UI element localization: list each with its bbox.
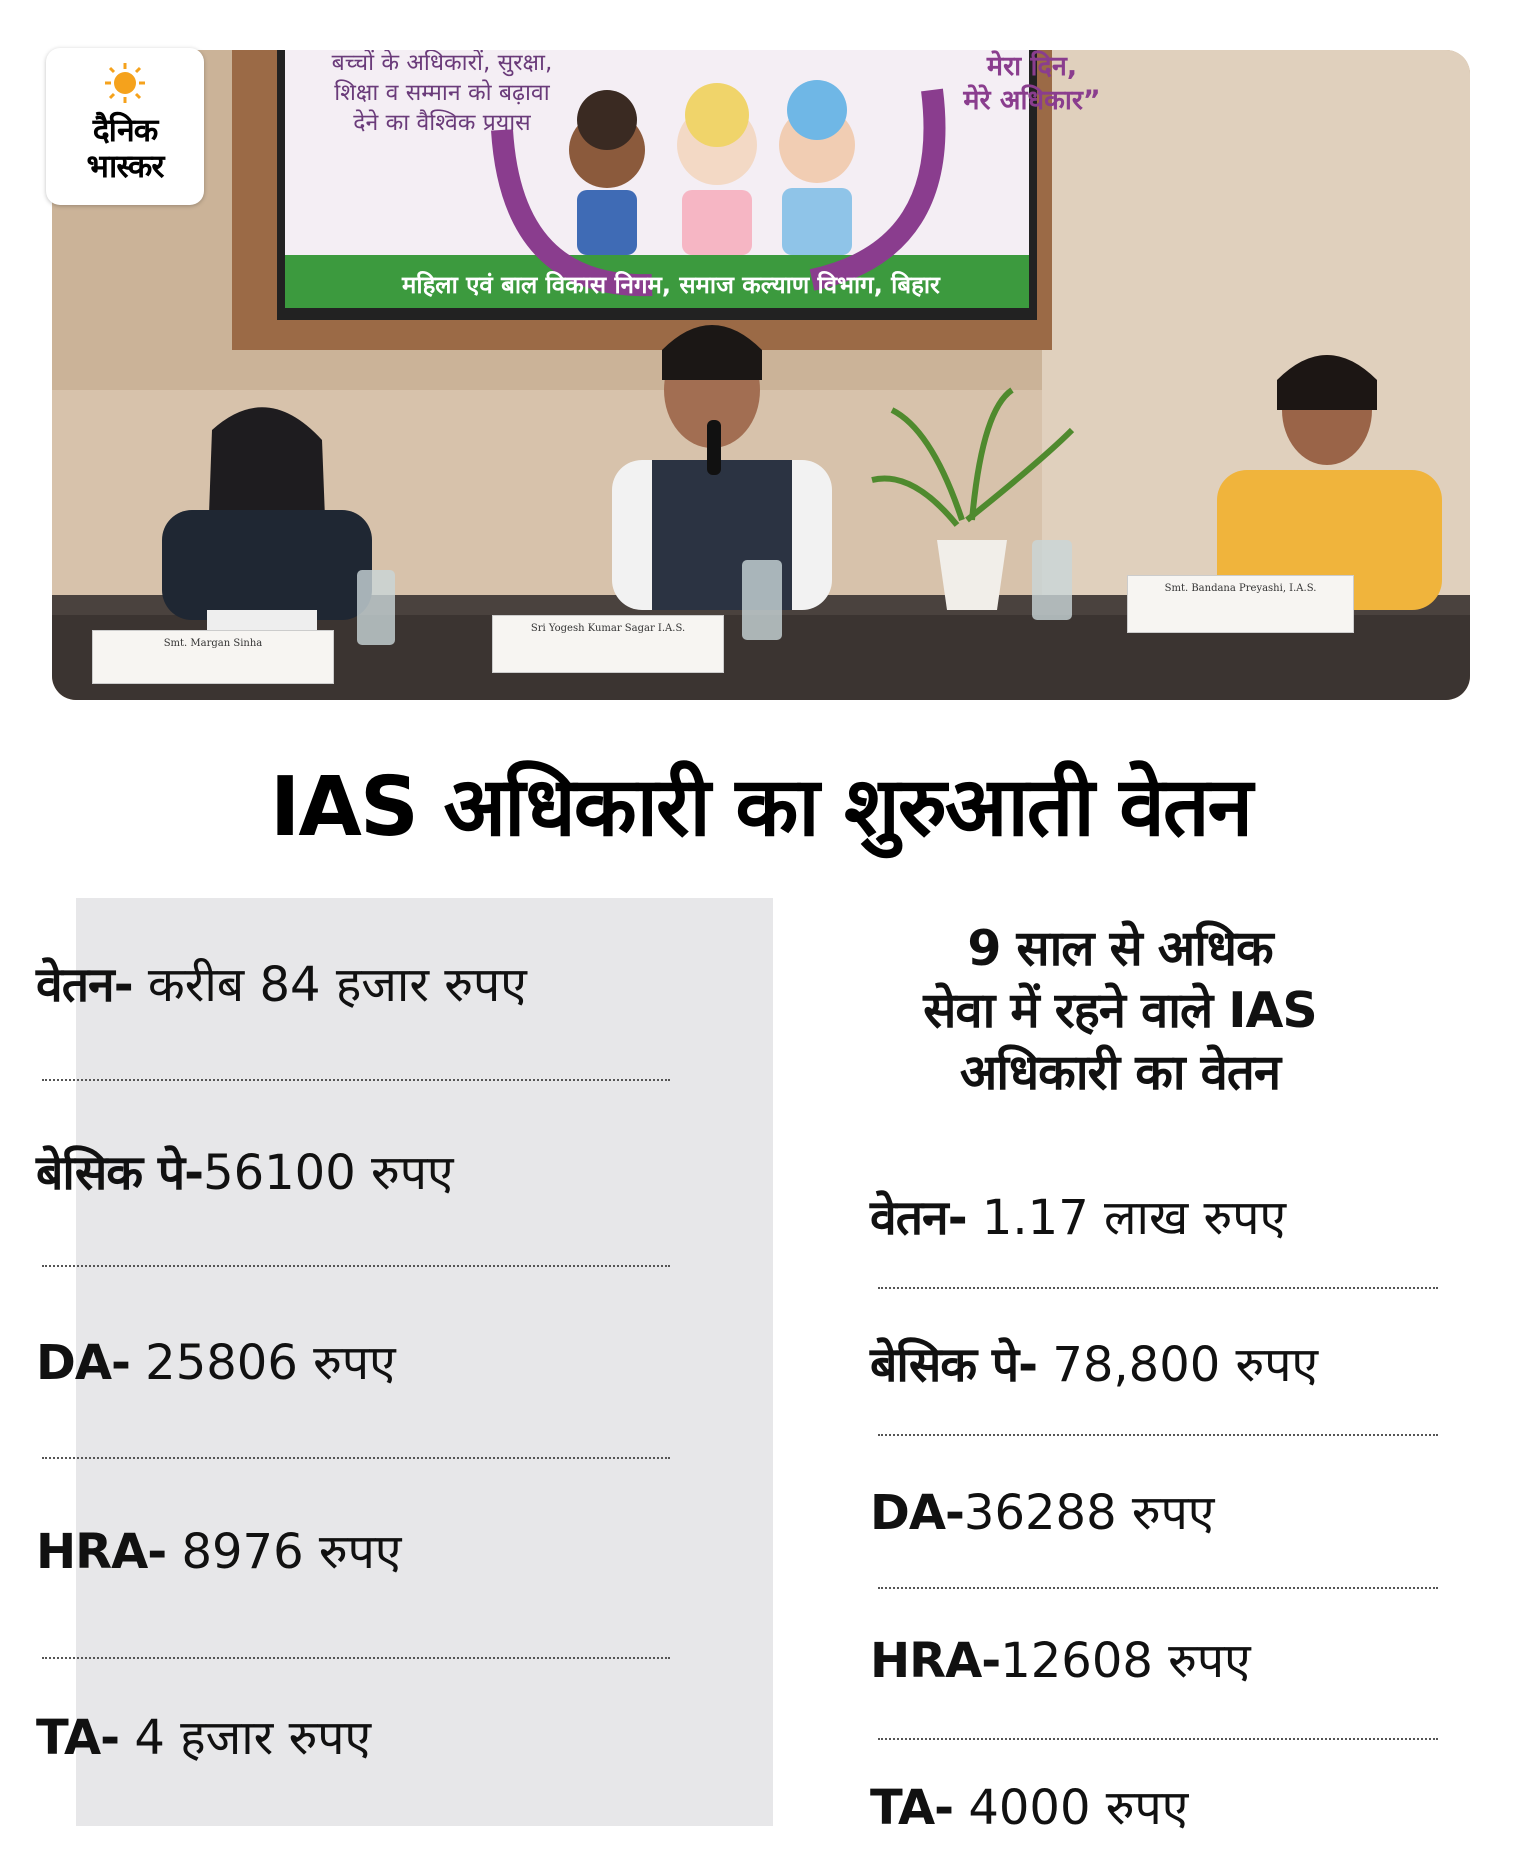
- left-row-salary: [36, 955, 527, 1015]
- heading-line: सेवा में रहने वाले IAS: [923, 982, 1317, 1039]
- logo-line-1: दैनिक: [92, 111, 158, 149]
- row-value: 1.17 लाख रुपए: [966, 1190, 1287, 1246]
- dainik-bhaskar-logo: [46, 48, 204, 205]
- row-value: करीब 84 हजार रुपए: [132, 957, 527, 1013]
- left-row-hra: [36, 1522, 401, 1582]
- banner-left-text: [312, 50, 572, 138]
- right-row-da: [870, 1483, 1214, 1543]
- row-label: वेतन-: [36, 957, 133, 1013]
- left-row-ta: [36, 1708, 371, 1768]
- banner-right-line: मेरे अधिकार”: [963, 85, 1101, 116]
- row-label: बेसिक पे-: [36, 1145, 204, 1201]
- banner-left-line: बच्चों के अधिकारों, सुरक्षा,: [331, 50, 553, 76]
- banner-strip-text: महिला एवं बाल विकास निगम, समाज कल्याण विभाग, बिहार: [402, 271, 940, 299]
- senior-salary-heading: [830, 918, 1410, 1104]
- divider: [878, 1434, 1438, 1436]
- row-label: DA-: [36, 1335, 130, 1391]
- divider: [42, 1657, 670, 1659]
- nameplate-center: Sri Yogesh Kumar Sagar I.A.S.: [492, 615, 724, 673]
- left-row-basic-pay: [36, 1143, 454, 1203]
- row-label: TA-: [36, 1710, 120, 1766]
- row-value: 12608 रुपए: [1000, 1633, 1251, 1689]
- sun-icon: [104, 62, 146, 104]
- right-row-salary: [870, 1188, 1286, 1248]
- banner-left-line: देने का वैश्विक प्रयास: [353, 110, 531, 136]
- nameplate-left: Smt. Margan Sinha: [92, 630, 334, 684]
- divider: [42, 1079, 670, 1081]
- row-label: DA-: [870, 1485, 964, 1541]
- left-row-da: [36, 1333, 396, 1393]
- right-row-basic-pay: [870, 1335, 1318, 1395]
- row-value: 4000 रुपए: [953, 1780, 1189, 1836]
- right-row-hra: [870, 1631, 1251, 1691]
- row-value: 8976 रुपए: [166, 1524, 402, 1580]
- row-label: HRA-: [36, 1524, 167, 1580]
- heading-line: अधिकारी का वेतन: [959, 1044, 1281, 1101]
- row-label: HRA-: [870, 1633, 1001, 1689]
- row-value: 4 हजार रुपए: [119, 1710, 372, 1766]
- row-value: 56100 रुपए: [203, 1145, 454, 1201]
- row-label: बेसिक पे-: [870, 1337, 1038, 1393]
- banner-right-line: मेरा दिन,: [986, 51, 1078, 82]
- event-photo: [52, 50, 1470, 700]
- banner-left-line: शिक्षा व सम्मान को बढ़ावा: [334, 80, 550, 106]
- divider: [878, 1738, 1438, 1740]
- row-value: 36288 रुपए: [963, 1485, 1215, 1541]
- right-row-ta: [870, 1778, 1188, 1838]
- row-value: 25806 रुपए: [129, 1335, 396, 1391]
- heading-line: 9 साल से अधिक: [967, 920, 1273, 977]
- divider: [42, 1457, 670, 1459]
- nameplate-right: Smt. Bandana Preyashi, I.A.S.: [1127, 575, 1354, 633]
- logo-line-2: भास्कर: [86, 147, 164, 185]
- row-label: वेतन-: [870, 1190, 967, 1246]
- divider: [878, 1587, 1438, 1589]
- divider: [42, 1265, 670, 1267]
- banner-right-text: [932, 50, 1132, 118]
- page-title: IAS अधिकारी का शुरुआती वेतन: [269, 760, 1252, 855]
- row-label: TA-: [870, 1780, 954, 1836]
- divider: [878, 1287, 1438, 1289]
- row-value: 78,800 रुपए: [1037, 1337, 1319, 1393]
